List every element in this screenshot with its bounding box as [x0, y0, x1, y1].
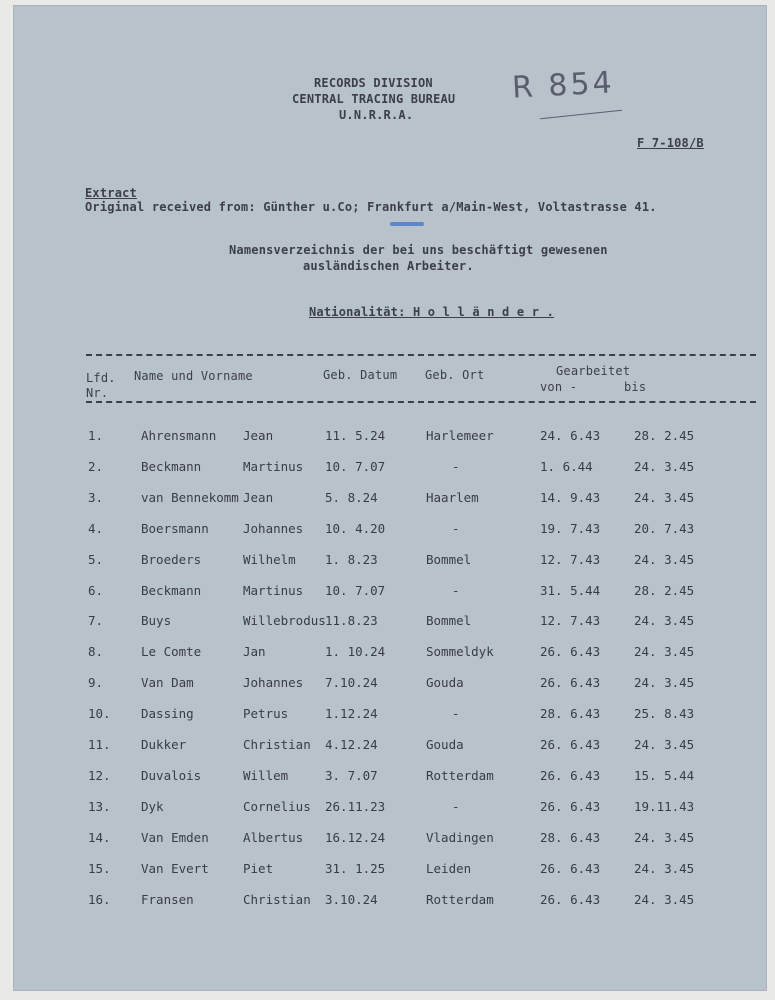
extract-label: Extract: [85, 186, 137, 200]
file-reference: F 7-108/B: [637, 136, 704, 150]
table-row: [0, 583, 775, 603]
cell-surname: Le Comte: [141, 644, 202, 660]
cell-to: 25. 8.43: [634, 706, 695, 722]
col-header-pob: Geb. Ort: [425, 368, 485, 382]
cell-dob: 5. 8.24: [325, 489, 378, 505]
cell-from: 19. 7.43: [540, 520, 601, 536]
cell-firstname: Jean: [243, 428, 274, 443]
cell-dob: 16.12.24: [325, 829, 386, 845]
cell-firstname: Christian: [243, 891, 311, 907]
table-row: [0, 768, 775, 788]
cell-surname: Buys: [141, 613, 172, 629]
cell-nr: 8.: [88, 644, 104, 660]
table-row: [0, 892, 775, 912]
header-line-2: CENTRAL TRACING BUREAU: [292, 92, 456, 106]
cell-from: 26. 6.43: [540, 767, 601, 783]
cell-surname: Broeders: [141, 551, 202, 567]
cell-dob: 3.10.24: [325, 891, 378, 907]
cell-nr: 3.: [88, 489, 104, 505]
cell-pob: Rotterdam: [426, 891, 494, 907]
table-top-rule: [86, 354, 756, 356]
col-header-to: bis: [624, 380, 647, 394]
table-row: [0, 830, 775, 850]
cell-from: 31. 5.44: [540, 582, 601, 598]
cell-pob: Bommel: [426, 613, 472, 629]
cell-nr: 5.: [88, 551, 104, 567]
table-row: [0, 737, 775, 757]
cell-to: 24. 3.45: [634, 860, 695, 876]
cell-nr: 16.: [88, 891, 111, 907]
cell-nr: 1.: [88, 428, 104, 443]
cell-surname: Dassing: [141, 706, 194, 722]
table-row: [0, 706, 775, 726]
cell-nr: 14.: [88, 829, 111, 845]
cell-firstname: Johannes: [243, 675, 304, 691]
col-header-worked: Gearbeitet: [556, 364, 631, 378]
cell-firstname: Willebrodus: [243, 613, 326, 629]
cell-firstname: Martinus: [243, 458, 304, 474]
table-row: [0, 861, 775, 881]
cell-pob: -: [452, 798, 460, 814]
cell-firstname: Cornelius: [243, 798, 311, 814]
cell-nr: 7.: [88, 613, 104, 629]
cell-dob: 31. 1.25: [325, 860, 386, 876]
original-source: Original received from: Günther u.Co; Frankfurt a/Main-West, Voltastrasse 41.: [85, 200, 657, 214]
cell-to: 24. 3.45: [634, 891, 695, 907]
cell-pob: -: [452, 706, 460, 722]
cell-from: 1. 6.44: [540, 458, 593, 474]
cell-to: 24. 3.45: [634, 551, 695, 567]
table-row: [0, 490, 775, 510]
cell-to: 24. 3.45: [634, 489, 695, 505]
table-header-rule: [86, 401, 756, 403]
cell-dob: 10. 7.07: [325, 458, 386, 474]
cell-to: 24. 3.45: [634, 829, 695, 845]
cell-surname: Beckmann: [141, 582, 202, 598]
table-row: [0, 428, 775, 448]
table-row: [0, 459, 775, 479]
cell-pob: Gouda: [426, 737, 464, 752]
cell-to: 28. 2.45: [634, 582, 695, 598]
cell-from: 24. 6.43: [540, 428, 601, 443]
cell-dob: 4.12.24: [325, 737, 378, 752]
cell-nr: 11.: [88, 737, 111, 752]
cell-firstname: Petrus: [243, 706, 289, 722]
cell-nr: 15.: [88, 860, 111, 876]
table-row: [0, 799, 775, 819]
col-header-nr-2: Nr.: [86, 386, 109, 400]
cell-firstname: Jean: [243, 489, 274, 505]
cell-surname: van Bennekomm: [141, 489, 239, 505]
list-title-line-2: ausländischen Arbeiter.: [303, 259, 474, 273]
cell-firstname: Wilhelm: [243, 551, 296, 567]
cell-dob: 1. 10.24: [325, 644, 386, 660]
cell-firstname: Willem: [243, 767, 289, 783]
cell-from: 12. 7.43: [540, 551, 601, 567]
cell-dob: 11.8.23: [325, 613, 378, 629]
cell-to: 24. 3.45: [634, 458, 695, 474]
cell-from: 26. 6.43: [540, 860, 601, 876]
table-row: [0, 644, 775, 664]
cell-dob: 26.11.23: [325, 798, 386, 814]
cell-pob: -: [452, 520, 460, 536]
cell-to: 24. 3.45: [634, 644, 695, 660]
cell-surname: Ahrensmann: [141, 428, 217, 443]
cell-pob: -: [452, 582, 460, 598]
cell-dob: 3. 7.07: [325, 767, 378, 783]
cell-surname: Van Evert: [141, 860, 209, 876]
col-header-from: von -: [540, 380, 578, 394]
cell-surname: Dyk: [141, 798, 164, 814]
cell-to: 24. 3.45: [634, 737, 695, 752]
cell-from: 26. 6.43: [540, 798, 601, 814]
cell-pob: Bommel: [426, 551, 472, 567]
cell-pob: Harlemeer: [426, 428, 494, 443]
cell-dob: 11. 5.24: [325, 428, 386, 443]
cell-to: 28. 2.45: [634, 428, 695, 443]
cell-nr: 6.: [88, 582, 104, 598]
nationality-heading: Nationalität: H o l l ä n d e r .: [309, 305, 555, 319]
cell-dob: 1.12.24: [325, 706, 378, 722]
cell-from: 26. 6.43: [540, 675, 601, 691]
cell-nr: 13.: [88, 798, 111, 814]
cell-to: 20. 7.43: [634, 520, 695, 536]
cell-dob: 10. 4.20: [325, 520, 386, 536]
cell-to: 15. 5.44: [634, 767, 695, 783]
cell-pob: Vladingen: [426, 829, 494, 845]
cell-firstname: Martinus: [243, 582, 304, 598]
cell-surname: Dukker: [141, 737, 187, 752]
cell-from: 28. 6.43: [540, 829, 601, 845]
cell-pob: Leiden: [426, 860, 472, 876]
col-header-nr: Lfd.: [86, 371, 116, 385]
cell-from: 12. 7.43: [540, 613, 601, 629]
cell-from: 14. 9.43: [540, 489, 601, 505]
cell-to: 19.11.43: [634, 798, 695, 814]
header-line-3: U.N.R.R.A.: [339, 108, 414, 122]
cell-to: 24. 3.45: [634, 675, 695, 691]
cell-dob: 1. 8.23: [325, 551, 378, 567]
cell-surname: Van Emden: [141, 829, 209, 845]
cell-from: 26. 6.43: [540, 891, 601, 907]
cell-pob: Gouda: [426, 675, 464, 691]
cell-nr: 12.: [88, 767, 111, 783]
cell-from: 26. 6.43: [540, 644, 601, 660]
cell-surname: Duvalois: [141, 767, 202, 783]
cell-firstname: Jan: [243, 644, 266, 660]
cell-firstname: Johannes: [243, 520, 304, 536]
cell-to: 24. 3.45: [634, 613, 695, 629]
cell-from: 28. 6.43: [540, 706, 601, 722]
cell-nr: 9.: [88, 675, 104, 691]
cell-nr: 10.: [88, 706, 111, 722]
cell-firstname: Christian: [243, 737, 311, 752]
cell-pob: -: [452, 458, 460, 474]
blue-pencil-mark: [390, 222, 424, 226]
table-row: [0, 613, 775, 633]
header-line-1: RECORDS DIVISION: [314, 76, 433, 90]
cell-surname: Boersmann: [141, 520, 209, 536]
table-row: [0, 675, 775, 695]
table-row: [0, 521, 775, 541]
table-row: [0, 552, 775, 572]
cell-pob: Rotterdam: [426, 767, 494, 783]
col-header-dob: Geb. Datum: [323, 368, 398, 382]
cell-nr: 2.: [88, 458, 104, 474]
cell-firstname: Piet: [243, 860, 274, 876]
cell-pob: Sommeldyk: [426, 644, 494, 660]
cell-from: 26. 6.43: [540, 737, 601, 752]
cell-nr: 4.: [88, 520, 104, 536]
list-title-line-1: Namensverzeichnis der bei uns beschäftigt gewesenen: [229, 243, 608, 257]
cell-pob: Haarlem: [426, 489, 479, 505]
cell-dob: 10. 7.07: [325, 582, 386, 598]
handwritten-reference: R 854: [511, 65, 616, 106]
cell-surname: Fransen: [141, 891, 194, 907]
cell-surname: Beckmann: [141, 458, 202, 474]
cell-surname: Van Dam: [141, 675, 194, 691]
cell-firstname: Albertus: [243, 829, 304, 845]
cell-dob: 7.10.24: [325, 675, 378, 691]
col-header-name: Name und Vorname: [134, 369, 253, 383]
